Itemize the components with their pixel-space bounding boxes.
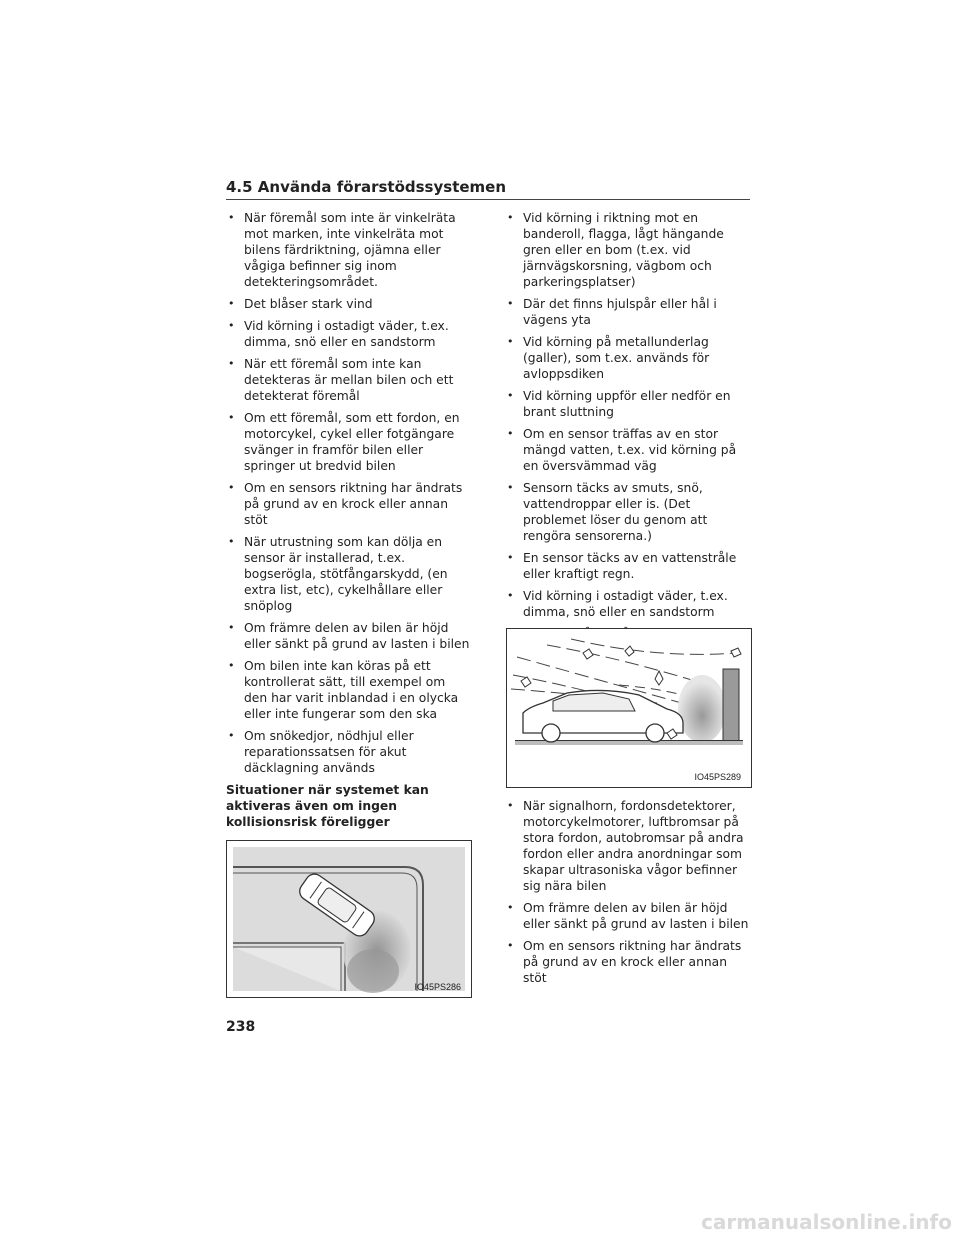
list-item: • Om främre delen av bilen är höjd eller sänkt på grund av lasten i bilen [226,620,472,652]
narrow-road-illustration [227,841,471,997]
list-item: • Vid körning på metallunderlag (galler), som t.ex. används för avloppsdiken [505,334,751,382]
list-item: • Vid körning i riktning mot en banderoll, flagga, lågt hängande gren eller en bom (t.ex. vid järnvägskorsning, vägbom och parkeringsplatser) [505,210,751,290]
section-title: 4.5 Använda förarstödssystemen [226,178,507,196]
list-item: • Vid körning i ostadigt väder, t.ex. dimma, snö eller en sandstorm [505,588,751,620]
list-item: • När signalhorn, fordonsdetektorer, motorcykelmotorer, luftbromsar på stora fordon, autobromsar på andra fordon eller andra anordningar som skapar ultrasoniska vågor befinner sig nära bilen [505,798,751,894]
list-item: • En sensor täcks av en vattenstråle eller kraftigt regn. [505,550,751,582]
right-column [505,210,751,648]
list-item: • Om främre delen av bilen är höjd eller sänkt på grund av lasten i bilen [505,900,751,932]
list-item: • Om en sensors riktning har ändrats på grund av en krock eller annan stöt [226,480,472,528]
watermark: carmanualsonline.info [701,1210,952,1234]
list-item: • Om ett föremål, som ett fordon, en motorcykel, cykel eller fotgängare svänger in framför bilen eller springer ut bredvid bilen [226,410,472,474]
list-item: • När föremål som inte är vinkelräta mot marken, inte vinkelräta mot bilens färdriktning, ojämna eller vågiga befinner sig inom detekteringsområdet. [226,210,472,290]
figure-label: IO45PS289 [694,772,741,782]
list-item: • Om en sensor träffas av en stor mängd vatten, t.ex. vid körning på en översvämmad väg [505,426,751,474]
right-column-lower [505,798,751,992]
list-item: • Om bilen inte kan köras på ett kontrollerat sätt, till exempel om den har varit inblandad i en olycka eller inte fungerar som den ska [226,658,472,722]
left-column [226,210,472,916]
figure-strong-wind [506,628,752,788]
figure-narrow-road [226,840,472,998]
subheading: Situationer när systemet kan aktiveras även om ingen kollisionsrisk föreligger [226,783,429,829]
list-item: • Vid körning uppför eller nedför en brant sluttning [505,388,751,420]
list-item: • Sensorn täcks av smuts, snö, vattendroppar eller is. (Det problemet löser du genom att rengöra sensorerna.) [505,480,751,544]
list-item: • När utrustning som kan dölja en sensor är installerad, t.ex. bogserögla, stötfångarskydd, (en extra list, etc), cykelhållare eller snöplog [226,534,472,614]
list-item: • Vid körning i ostadigt väder, t.ex. dimma, snö eller en sandstorm [226,318,472,350]
list-item: • När ett föremål som inte kan detekteras är mellan bilen och ett detekterat föremål [226,356,472,404]
right-bullet-list [505,210,751,642]
figure-label: IO45PS286 [414,982,461,992]
list-item: • Om en sensors riktning har ändrats på grund av en krock eller annan stöt [505,938,751,986]
list-item: • Om snökedjor, nödhjul eller reparationssatsen för akut däcklagning används [226,728,472,776]
list-item: • Där det finns hjulspår eller hål i vägens yta [505,296,751,328]
page-number: 238 [226,1019,256,1035]
right-bullet-list-b [505,798,751,986]
list-item: • Det blåser stark vind [226,296,472,312]
title-rule [226,199,750,200]
strong-wind-illustration [507,629,751,787]
left-bullet-list [226,210,472,776]
